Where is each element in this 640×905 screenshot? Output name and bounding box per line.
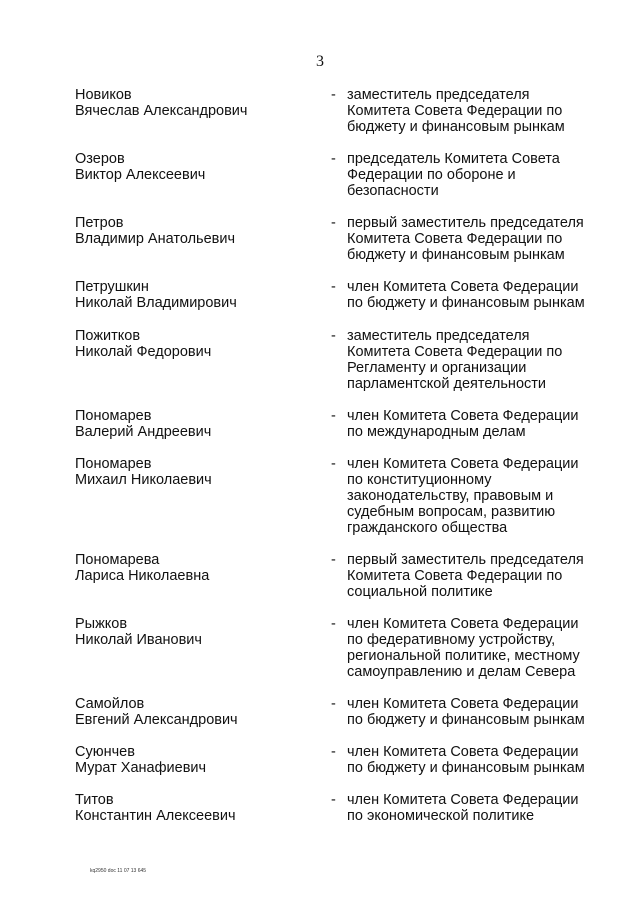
member-role [347, 215, 622, 263]
member-role-line: член Комитета Совета Федерации [347, 408, 579, 424]
member-role-line: заместитель председателя [347, 87, 530, 103]
member-given-names: Лариса Николаевна [75, 568, 210, 584]
member-role-line: Комитета Совета Федерации по [347, 344, 563, 360]
member-surname: Петров [75, 215, 124, 231]
member-role [347, 408, 622, 440]
member-surname: Самойлов [75, 696, 145, 712]
dash-separator: - [331, 456, 336, 472]
member-role-line: член Комитета Совета Федерации [347, 696, 579, 712]
member-given-names: Михаил Николаевич [75, 472, 212, 488]
member-role-line: социальной политике [347, 584, 493, 600]
member-role-line: по федеративному устройству, [347, 632, 556, 648]
member-surname: Пожитков [75, 328, 141, 344]
member-name [75, 456, 315, 488]
member-surname: Петрушкин [75, 279, 149, 295]
member-name [75, 552, 315, 584]
member-name [75, 279, 315, 311]
member-role [347, 616, 622, 680]
member-role-line: Федерации по обороне и [347, 167, 516, 183]
member-role-line: гражданского общества [347, 520, 508, 536]
member-role-line: безопасности [347, 183, 439, 199]
member-surname: Пономарев [75, 456, 152, 472]
member-given-names: Константин Алексеевич [75, 808, 236, 824]
member-role-line: Комитета Совета Федерации по [347, 231, 563, 247]
member-name [75, 408, 315, 440]
member-role [347, 279, 622, 311]
member-role-line: член Комитета Совета Федерации [347, 616, 579, 632]
member-role [347, 696, 622, 728]
member-role-line: по международным делам [347, 424, 526, 440]
member-role [347, 328, 622, 392]
member-role-line: Комитета Совета Федерации по [347, 568, 563, 584]
dash-separator: - [331, 552, 336, 568]
member-role [347, 456, 622, 536]
member-name [75, 744, 315, 776]
member-role-line: по бюджету и финансовым рынкам [347, 712, 585, 728]
member-role [347, 87, 622, 135]
member-role-line: Комитета Совета Федерации по [347, 103, 563, 119]
member-surname: Рыжков [75, 616, 128, 632]
dash-separator: - [331, 616, 336, 632]
member-role [347, 792, 622, 824]
member-surname: Пономарев [75, 408, 152, 424]
dash-separator: - [331, 279, 336, 295]
member-surname: Суюнчев [75, 744, 135, 760]
member-given-names: Валерий Андреевич [75, 424, 212, 440]
member-surname: Титов [75, 792, 114, 808]
member-role-line: первый заместитель председателя [347, 552, 584, 568]
member-name [75, 151, 315, 183]
dash-separator: - [331, 408, 336, 424]
member-name [75, 328, 315, 360]
member-role [347, 552, 622, 600]
member-role-line: председатель Комитета Совета [347, 151, 560, 167]
member-role-line: член Комитета Совета Федерации [347, 792, 579, 808]
member-role-line: бюджету и финансовым рынкам [347, 247, 565, 263]
member-role [347, 744, 622, 776]
member-role-line: парламентской деятельности [347, 376, 546, 392]
dash-separator: - [331, 792, 336, 808]
dash-separator: - [331, 328, 336, 344]
member-given-names: Вячеслав Александрович [75, 103, 248, 119]
member-surname: Новиков [75, 87, 132, 103]
dash-separator: - [331, 87, 336, 103]
dash-separator: - [331, 215, 336, 231]
file-footer: kq2950 doc 11 07 13 645 [90, 868, 147, 874]
member-role-line: судебным вопросам, развитию [347, 504, 556, 520]
member-name [75, 792, 315, 824]
member-name [75, 696, 315, 728]
member-given-names: Николай Иванович [75, 632, 202, 648]
member-surname: Озеров [75, 151, 125, 167]
member-role-line: член Комитета Совета Федерации [347, 279, 579, 295]
member-role-line: по экономической политике [347, 808, 535, 824]
dash-separator: - [331, 151, 336, 167]
dash-separator: - [331, 744, 336, 760]
member-role-line: Регламенту и организации [347, 360, 527, 376]
member-role-line: первый заместитель председателя [347, 215, 584, 231]
member-given-names: Николай Федорович [75, 344, 212, 360]
member-name [75, 215, 315, 247]
member-role-line: член Комитета Совета Федерации [347, 456, 579, 472]
member-given-names: Николай Владимирович [75, 295, 237, 311]
member-surname: Пономарева [75, 552, 160, 568]
member-role-line: региональной политике, местному [347, 648, 580, 664]
member-role-line: по бюджету и финансовым рынкам [347, 760, 585, 776]
member-role-line: законодательству, правовым и [347, 488, 554, 504]
member-role-line: бюджету и финансовым рынкам [347, 119, 565, 135]
member-name [75, 87, 315, 119]
page-number: 3 [316, 53, 324, 70]
member-role-line: заместитель председателя [347, 328, 530, 344]
member-given-names: Евгений Александрович [75, 712, 238, 728]
member-given-names: Виктор Алексеевич [75, 167, 206, 183]
member-role-line: по конституционному [347, 472, 492, 488]
member-role [347, 151, 622, 199]
member-given-names: Владимир Анатольевич [75, 231, 236, 247]
member-role-line: по бюджету и финансовым рынкам [347, 295, 585, 311]
member-given-names: Мурат Ханафиевич [75, 760, 207, 776]
member-role-line: самоуправлению и делам Севера [347, 664, 576, 680]
member-name [75, 616, 315, 648]
dash-separator: - [331, 696, 336, 712]
member-role-line: член Комитета Совета Федерации [347, 744, 579, 760]
